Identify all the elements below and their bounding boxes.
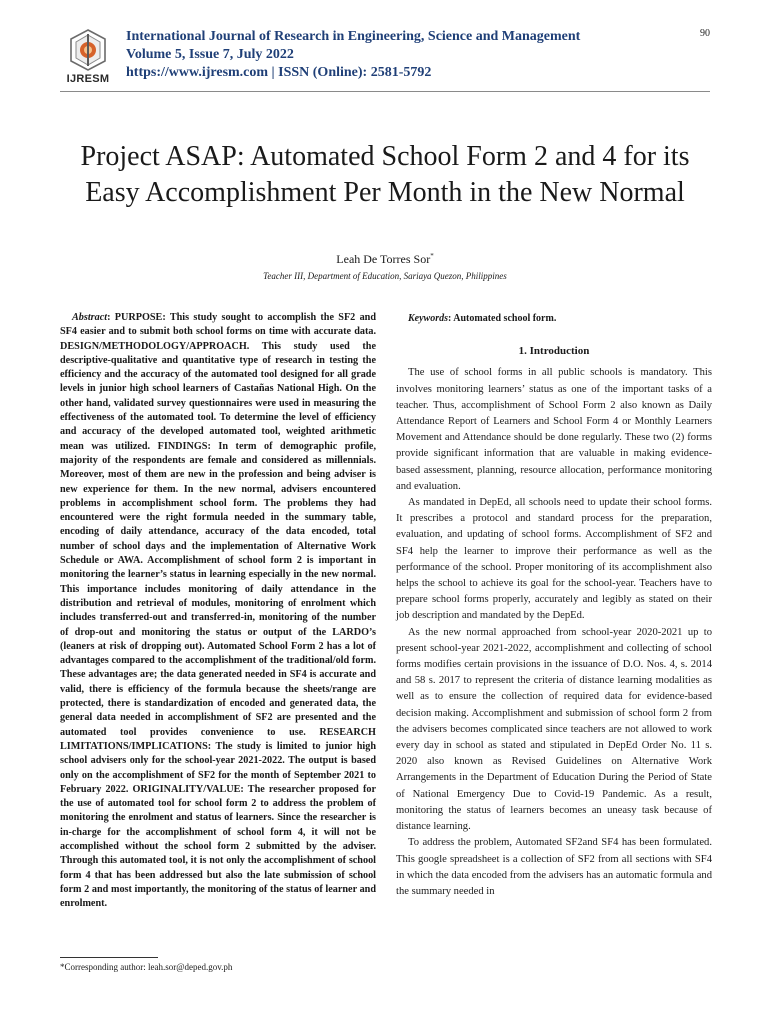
intro-paragraph-1: The use of school forms in all public schools is mandatory. This involves monitoring learners’ status as one of the important tasks of a teacher. Thus, accomplishment of School Form 2 also known as Daily Attendance Report of Learners and School Form 4 or Monthly Learners Movement and Attendance should be done regularly. These two (2) forms provide significant information that are valuable in making evidence-based assessment, planning, resource allocation, performance monitoring and evaluation.: [396, 367, 712, 492]
page-number: 90: [700, 28, 710, 39]
journal-info: [126, 28, 580, 82]
abstract-text: : PURPOSE: This study sought to accomplish the SF2 and SF4 easier and to submit both school forms on time with accurate data. DESIGN/METHODOLOGY/APPROACH. This study used the descriptive-qualitative and quantitative type of research in testing the efficiency and the accuracy of the automated tool designed for all grade levels in junior high school learners of Castañas National High. On the other hand, validated survey questionnaires were used in measuring the effectiveness of the automated tool. To determine the level of efficiency and accuracy of the developed automated tool, weighted arithmetic mean was utilized. FINDINGS: In term of demographic profile, majority of the respondents are female and considered as millennials. Moreover, most of them are new in the profession and being adviser is new experience for them. In the new normal, advisers encountered problems in accomplishment school form. The problems they had encountered were the right formula needed in the summary table, encoding of daily attendance, accuracy of the data encoded, total number of school days and the implementation of Alternative Work Schedule or AWA. Accomplishment of school form 2 is important in monitoring the learner’s status in learning especially in the new normal. This importance includes monitoring of daily attendance in the distribution and retrieval of modules, monitoring of enrolment which includes transferred-out and transferred-in, monitoring of the number of drop-out and monitoring the status or output of the LARDO’s (leaners at risk of dropping out). Automated School Form 2 has a lot of advantages compared to the accomplishment of the traditional/old form. These advantages are; the data generated needed in SF4 is accurate and valid, there is efficiency of the formula because the sheets/range are protected, there is standardization of encoded and generated data, the general data needed in accomplishment of SF2 are presented and the automated tool provides convenience to use. RESEARCH LIMITATIONS/IMPLICATIONS: The study is limited to junior high school advisers only for the school-year 2021-2022. The output is based only on the accomplishment of SF2 for the month of September 2021 to February 2022. ORIGINALITY/VALUE: The researcher proposed for the use of automated tool for school form 2 to address the problem of monitoring the enrolment and status of learners. Since the researcher is in-charge for the accomplishment of school form 4, it will not be accomplished without the school form 2 submitted by the adviser. Through this automated tool, it is not only the accomplishment of school form 4 that has been addressed but also the late submission of school form 2 and most importantly, the monitoring of the status of learner and enrolment.: [60, 312, 376, 910]
author-marker: *: [430, 252, 434, 260]
intro-paragraph-4: To address the problem, Automated SF2and SF4 has been formulated. This google spreadsheet is a collection of SF2 from all sections with SF4 in which the data encoded from the advisers has an automatic formula and the summary needed in: [396, 837, 712, 897]
abstract: [60, 311, 376, 911]
corresponding-author-footnote: *Corresponding author: leah.sor@deped.gov.ph: [60, 962, 233, 972]
intro-paragraph-2: As mandated in DepEd, all schools need to update their school forms. It prescribes a protocol and standard process for the preparation, evaluation, and updating of school forms. Accomplishment of SF2 and SF4 help the learner to improve their performance as well as the performance of the school. Proper monitoring of its accomplishment also helps the school to achieve its goal for the school-year. Teachers have to prepare school forms properly, accurately and legibly as stated on their job description and mandated by the DepEd.: [396, 497, 712, 622]
intro-paragraph-3: As the new normal approached from school-year 2020-2021 up to present school-year 2021-2022, accomplishment and collecting of school forms modifies certain provisions in the issuance of D.O. Nos. 4, s. 2014 and 58 s. 2017 to represent the criteria of distance learning modalities as well as to ensure the collection of required data for evidence-based decision making. Accomplishment and submission of school form 2 from the advisers becomes complicated since teachers are not allowed to work every day in school as stated and stipulated in DepEd Order No. 11 s. 2020 also known as Revised Guidelines on Alternative Work Arrangements in the Department of Education During the Period of State of National Emergency Due to Covid-19 Pandemic. As a result, monitoring the status of learners becomes an uneasy task because of distance learning.: [396, 626, 712, 833]
journal-header: [60, 20, 710, 92]
author-affiliation: Teacher III, Department of Education, Sariaya Quezon, Philippines: [263, 271, 507, 281]
volume-issue: Volume 5, Issue 7, July 2022: [126, 47, 294, 62]
keywords: [396, 311, 712, 327]
section-heading-introduction: 1. Introduction: [518, 345, 590, 358]
header-divider: [60, 91, 710, 92]
right-column: [396, 311, 712, 900]
keywords-text: : Automated school form.: [448, 313, 557, 324]
paper-title: Project ASAP: Automated School Form 2 and 4 for its Easy Accomplishment Per Month in the New Normal: [80, 140, 690, 208]
abstract-column: [60, 311, 376, 911]
footnote-divider: [60, 957, 158, 958]
keywords-label: Keywords: [408, 313, 448, 324]
journal-name: International Journal of Research in Engineering, Science and Management: [126, 29, 581, 44]
author-line: [0, 252, 770, 267]
author-name: Leah De Torres Sor: [336, 252, 431, 266]
logo-text: IJRESM: [66, 73, 110, 85]
abstract-label: Abstract: [72, 312, 108, 323]
journal-logo-icon: [68, 28, 108, 72]
journal-logo: [60, 28, 116, 88]
journal-url-issn[interactable]: https://www.ijresm.com | ISSN (Online): 2581-5792: [126, 65, 432, 80]
